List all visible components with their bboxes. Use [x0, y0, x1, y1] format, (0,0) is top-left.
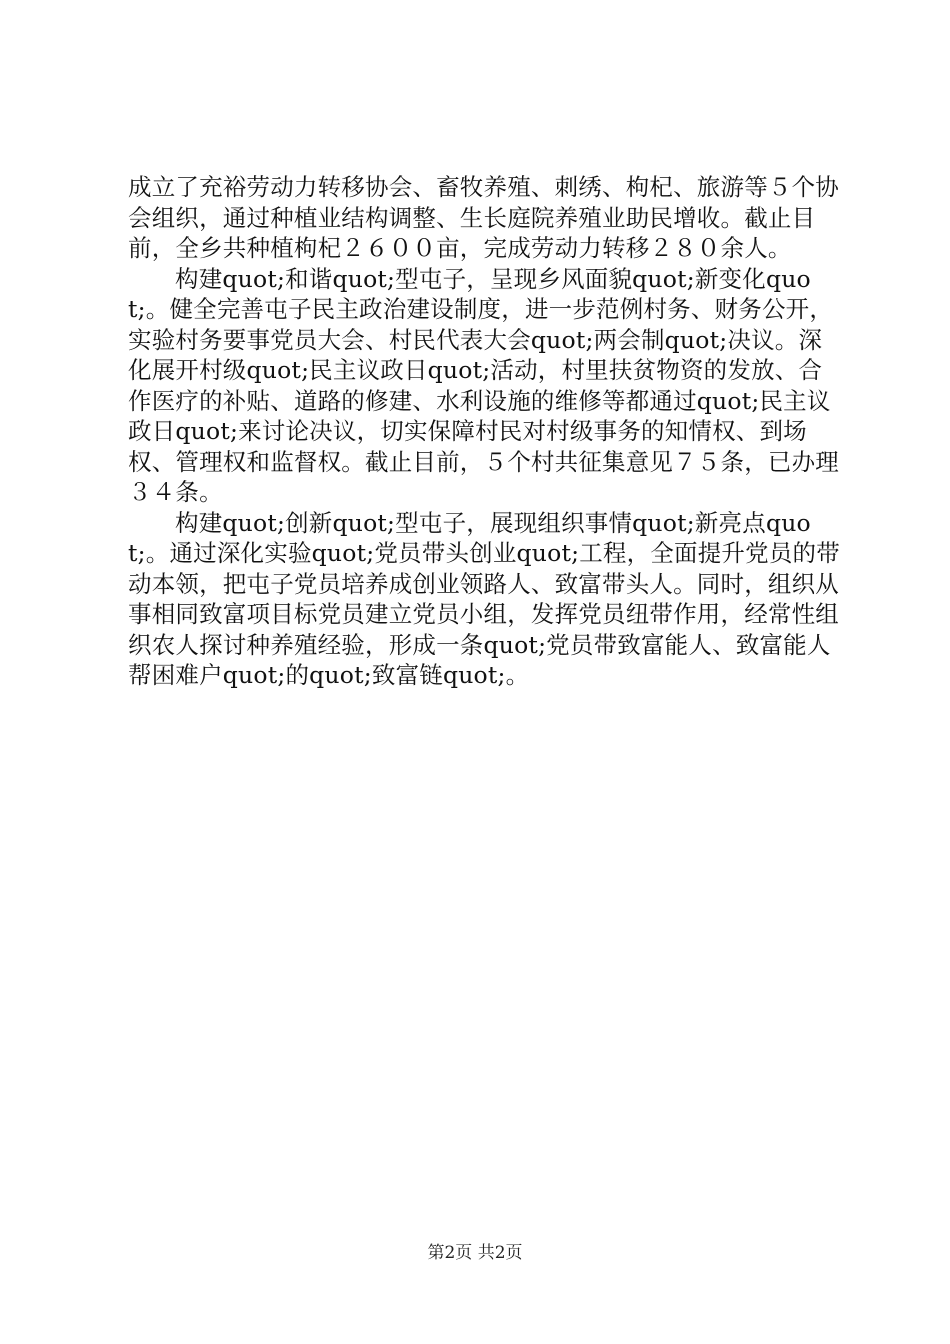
paragraph-harmonious-village: 构建quot;和谐quot;型屯子，呈现乡风面貌quot;新变化quot;。健全完善屯子民主政治建设制度，进一步范例村务、财务公开，实验村务要事党员大会、村民代表大会quot;两会制quot;决议。深化展开村级quot;民主议政日quot;活动，村里扶贫物资的发放、合作医疗的补贴、道路的修建、水利设施的维修等都通过quot;民主议政日quot;来讨论决议，切实保障村民对村级事务的知情权、到场权、管理权和监督权。截止目前，５个村共征集意见７５条，已办理３４条。 [128, 264, 839, 506]
paragraph-innovative-village: 构建quot;创新quot;型屯子，展现组织事情quot;新亮点quot;。通过深化实验quot;党员带头创业quot;工程，全面提升党员的带动本领，把屯子党员培养成创业领路人、致富带头人。同时，组织从事相同致富项目标党员建立党员小组，发挥党员纽带作用，经常性组织农人探讨种养殖经验，形成一条quot;党员带致富能人、致富能人帮困难户quot;的quot;致富链quot;。 [128, 508, 840, 689]
page-footer: 第2页 共2页 [427, 1243, 523, 1263]
document-body [128, 172, 840, 691]
paragraph-continuation: 成立了充裕劳动力转移协会、畜牧养殖、刺绣、枸杞、旅游等５个协会组织，通过种植业结构调整、生长庭院养殖业助民增收。截止目前，全乡共种植枸杞２６００亩，完成劳动力转移２８０余人。 [128, 173, 839, 262]
